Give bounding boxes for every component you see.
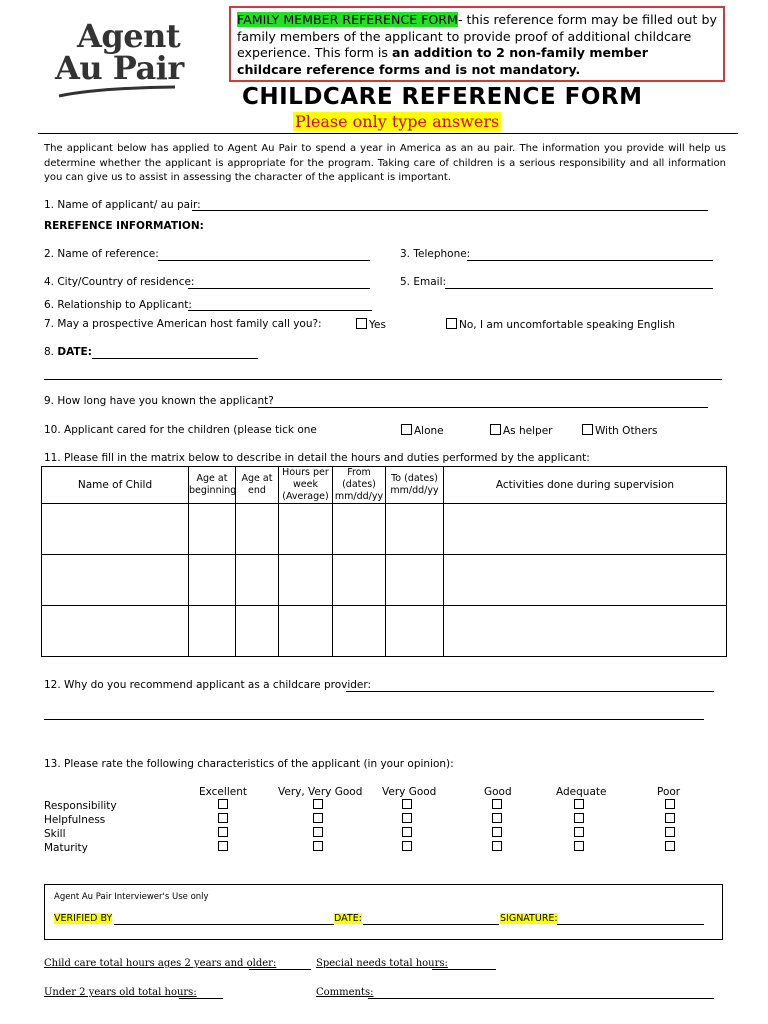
q8-number: 8. [44, 346, 58, 358]
trait-skill: Skill [44, 828, 66, 840]
date-field[interactable] [92, 358, 258, 359]
matrix-cell[interactable] [333, 555, 386, 606]
q9-label: 9. How long have you known the applicant? [44, 395, 274, 407]
q13-label: 13. Please rate the following characteristics of the applicant (in your opinion): [44, 758, 454, 770]
rating-header-very-very-good: Very, Very Good [278, 786, 363, 798]
table-row [42, 504, 727, 555]
rating-checkbox-skill-good[interactable] [492, 827, 502, 837]
rating-checkbox-maturity-poor[interactable] [665, 841, 675, 851]
matrix-cell[interactable] [236, 606, 279, 657]
interviewer-date-field[interactable] [363, 924, 499, 925]
notice-text: - this reference form may be filled out by family members of the applicant to provide proof of additional childcare experience. This form is [237, 12, 717, 60]
q7-no-option[interactable] [446, 318, 675, 331]
interviewer-date-label: DATE: [334, 913, 362, 924]
rating-checkbox-skill-very-good[interactable] [402, 827, 412, 837]
known-duration-field[interactable] [258, 407, 708, 408]
q10-alone-label: Alone [414, 425, 444, 437]
q7-yes-checkbox[interactable] [356, 318, 367, 329]
rating-header-good: Good [484, 786, 512, 798]
q8-date-label: DATE: [57, 346, 92, 358]
matrix-header-from: From (dates) mm/dd/yy [333, 467, 386, 504]
matrix-cell[interactable] [444, 606, 727, 657]
q7-yes-option[interactable] [356, 318, 386, 331]
q7-no-checkbox[interactable] [446, 318, 457, 329]
logo-line-2: Au Pair [55, 49, 184, 87]
signature-label: SIGNATURE: [500, 913, 558, 924]
form-title: CHILDCARE REFERENCE FORM [242, 84, 643, 110]
matrix-cell[interactable] [42, 504, 189, 555]
comments-field[interactable] [368, 998, 714, 999]
telephone-field[interactable] [467, 260, 713, 261]
trait-maturity: Maturity [44, 842, 88, 854]
matrix-cell[interactable] [279, 606, 333, 657]
rating-header-very-good: Very Good [382, 786, 437, 798]
total-hours-field[interactable] [249, 969, 311, 970]
matrix-cell[interactable] [386, 504, 444, 555]
rating-checkbox-responsibility-adequate[interactable] [574, 799, 584, 809]
matrix-cell[interactable] [279, 504, 333, 555]
q12-label: 12. Why do you recommend applicant as a childcare provider: [44, 679, 372, 691]
rating-checkbox-maturity-good[interactable] [492, 841, 502, 851]
rating-checkbox-responsibility-good[interactable] [492, 799, 502, 809]
q2-label: 2. Name of reference: [44, 248, 159, 260]
q10-helper-label: As helper [503, 425, 553, 437]
matrix-cell[interactable] [444, 504, 727, 555]
q10-helper-checkbox[interactable] [490, 424, 501, 435]
matrix-header-row [42, 467, 727, 504]
q10-alone-checkbox[interactable] [401, 424, 412, 435]
matrix-cell[interactable] [236, 555, 279, 606]
q4-label: 4. City/Country of residence: [44, 276, 195, 288]
matrix-header-name: Name of Child [42, 467, 189, 504]
table-row [42, 606, 727, 657]
header-divider [38, 133, 738, 134]
city-country-field[interactable] [188, 288, 370, 289]
matrix-cell[interactable] [236, 504, 279, 555]
rating-header-poor: Poor [657, 786, 681, 798]
matrix-cell[interactable] [42, 555, 189, 606]
rating-checkbox-helpfulness-excellent[interactable] [218, 813, 228, 823]
rating-checkbox-skill-poor[interactable] [665, 827, 675, 837]
agent-au-pair-logo [55, 18, 205, 100]
date-extra-line[interactable] [44, 379, 722, 380]
matrix-cell[interactable] [333, 606, 386, 657]
email-field[interactable] [445, 288, 713, 289]
q10-label: 10. Applicant cared for the children (please tick one [44, 424, 317, 436]
matrix-header-age-begin: Age at beginning [189, 467, 236, 504]
q10-helper-option[interactable] [490, 424, 552, 437]
matrix-cell[interactable] [189, 606, 236, 657]
q10-alone-option[interactable] [401, 424, 444, 437]
q3-label: 3. Telephone: [400, 248, 471, 260]
matrix-header-age-end: Age at end [236, 467, 279, 504]
rating-checkbox-maturity-excellent[interactable] [218, 841, 228, 851]
q10-others-option[interactable] [582, 424, 657, 437]
rating-checkbox-helpfulness-very-very-good[interactable] [313, 813, 323, 823]
notice-highlight: FAMILY MEMBER REFERENCE FORM [237, 12, 458, 27]
total-hours-label: Child care total hours ages 2 years and older: [44, 958, 277, 969]
matrix-cell[interactable] [444, 555, 727, 606]
rating-checkbox-responsibility-excellent[interactable] [218, 799, 228, 809]
rating-checkbox-maturity-very-very-good[interactable] [313, 841, 323, 851]
q6-label: 6. Relationship to Applicant: [44, 299, 192, 311]
special-needs-field[interactable] [432, 969, 496, 970]
q5-label: 5. Email: [400, 276, 447, 288]
rating-header-adequate: Adequate [556, 786, 607, 798]
q7-label: 7. May a prospective American host family call you?: [44, 318, 322, 330]
relationship-field[interactable] [188, 310, 372, 311]
rating-checkbox-responsibility-very-very-good[interactable] [313, 799, 323, 809]
q7-yes-label: Yes [369, 319, 386, 331]
rating-checkbox-helpfulness-good[interactable] [492, 813, 502, 823]
table-row [42, 555, 727, 606]
rating-checkbox-maturity-adequate[interactable] [574, 841, 584, 851]
matrix-header-to: To (dates) mm/dd/yy [386, 467, 444, 504]
comments-label: Comments: [316, 987, 374, 998]
verified-by-label: VERIFIED BY [54, 913, 113, 924]
rating-checkbox-helpfulness-poor[interactable] [665, 813, 675, 823]
childcare-matrix [41, 466, 727, 657]
rating-checkbox-skill-adequate[interactable] [574, 827, 584, 837]
rating-checkbox-responsibility-very-good[interactable] [402, 799, 412, 809]
q10-others-checkbox[interactable] [582, 424, 593, 435]
reference-info-heading: REREFENCE INFORMATION: [44, 220, 204, 232]
q11-label: 11. Please fill in the matrix below to describe in detail the hours and duties performed by the applicant: [44, 452, 590, 464]
recommend-reason-field[interactable] [346, 691, 714, 692]
interviewer-box-title: Agent Au Pair Interviewer's Use only [54, 892, 209, 902]
q7-no-label: No, I am uncomfortable speaking English [459, 319, 676, 331]
matrix-header-hours: Hours per week (Average) [279, 467, 333, 504]
applicant-name-field[interactable] [192, 210, 708, 211]
matrix-cell[interactable] [333, 504, 386, 555]
q1-label: 1. Name of applicant/ au pair: [44, 199, 201, 211]
rating-checkbox-skill-excellent[interactable] [218, 827, 228, 837]
special-needs-label: Special needs total hours: [316, 958, 448, 969]
interviewer-use-box [44, 884, 723, 940]
rating-checkbox-helpfulness-very-good[interactable] [402, 813, 412, 823]
intro-paragraph: The applicant below has applied to Agent Au Pair to spend a year in America as an au pair. The information you provide will help us determine whether the applicant is appropriate for the program. Taking care of children is a serious responsibility and all information you can give us to assist in assessing the character of the applicant is important. [44, 143, 726, 184]
rating-checkbox-helpfulness-adequate[interactable] [574, 813, 584, 823]
matrix-cell[interactable] [189, 555, 236, 606]
logo-swoosh-icon [57, 84, 177, 100]
under-two-label: Under 2 years old total hours: [44, 987, 197, 998]
matrix-cell[interactable] [42, 606, 189, 657]
form-subtitle: Please only type answers [295, 112, 500, 131]
matrix-cell[interactable] [386, 555, 444, 606]
reference-name-field[interactable] [158, 260, 370, 261]
rating-header-excellent: Excellent [199, 786, 247, 798]
family-member-notice [229, 6, 725, 82]
under-two-field[interactable] [179, 998, 223, 999]
notice-bold-text: an addition to 2 non-family member childcare reference forms and is not mandatory. [237, 45, 648, 77]
matrix-cell[interactable] [386, 606, 444, 657]
q8-label [44, 346, 92, 358]
trait-helpfulness: Helpfulness [44, 814, 106, 826]
recommend-reason-extra-line[interactable] [44, 719, 704, 720]
trait-responsibility: Responsibility [44, 800, 117, 812]
matrix-cell[interactable] [189, 504, 236, 555]
rating-checkbox-skill-very-very-good[interactable] [313, 827, 323, 837]
signature-field[interactable] [557, 924, 704, 925]
q10-others-label: With Others [595, 425, 658, 437]
matrix-header-activities: Activities done during supervision [444, 467, 727, 504]
logo-line-1: Agent [77, 17, 181, 55]
matrix-cell[interactable] [279, 555, 333, 606]
rating-checkbox-maturity-very-good[interactable] [402, 841, 412, 851]
rating-checkbox-responsibility-poor[interactable] [665, 799, 675, 809]
verified-by-field[interactable] [114, 924, 334, 925]
